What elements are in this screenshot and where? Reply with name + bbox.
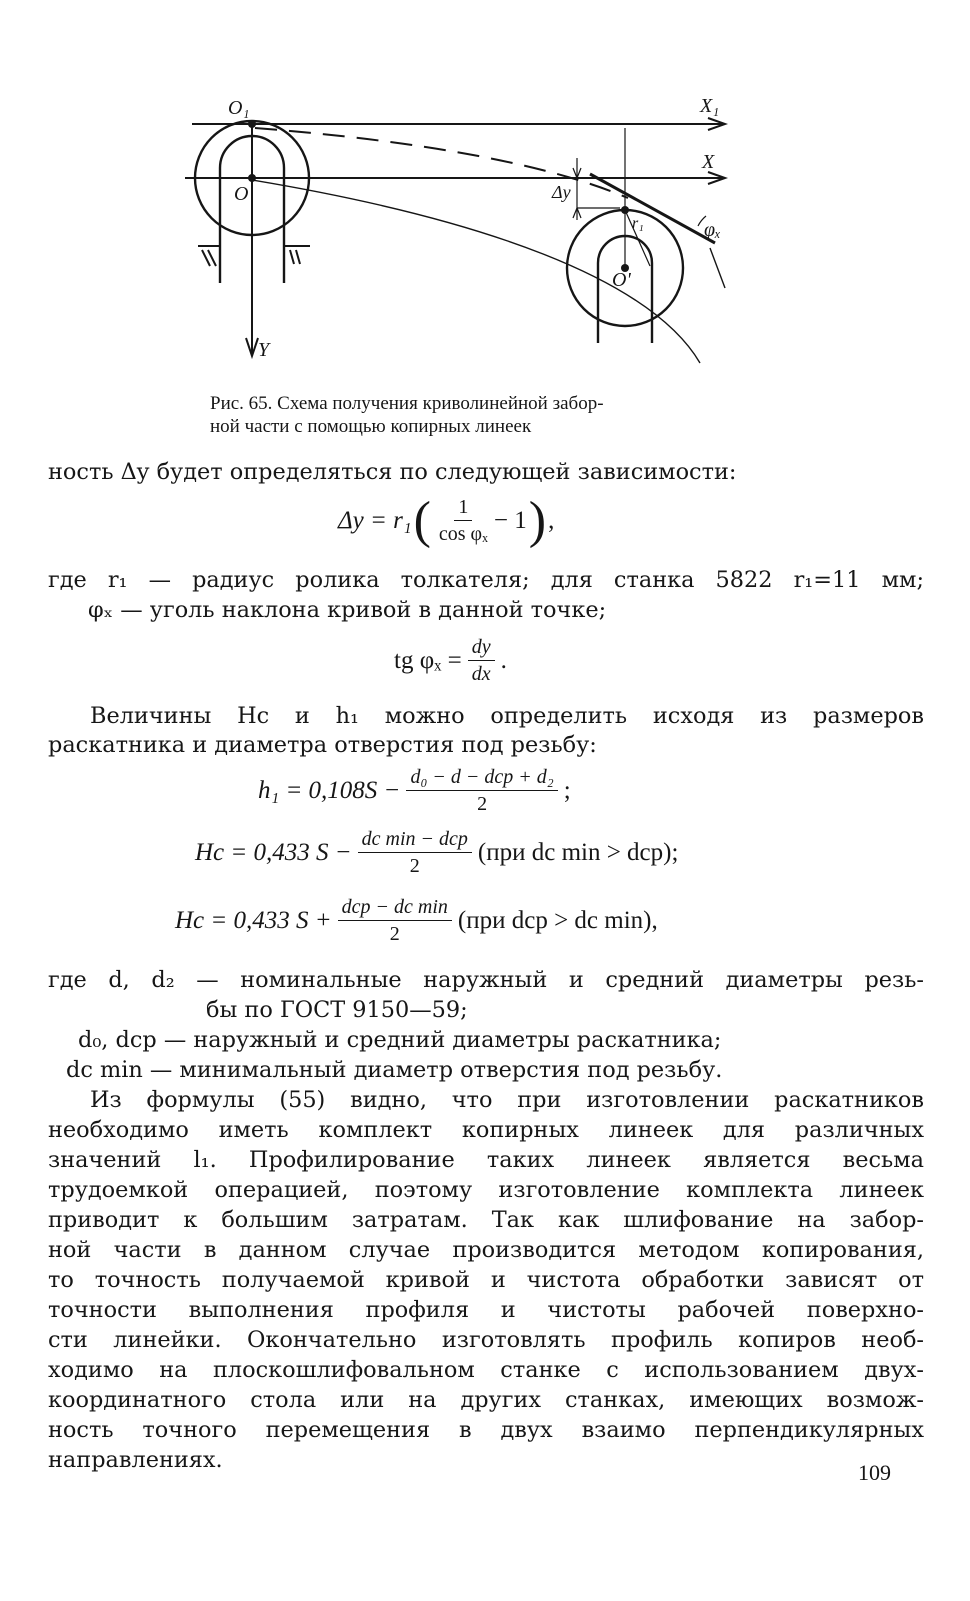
label-r1: r₁ [632,215,644,232]
figure-caption [210,392,770,438]
formula-den: cos φₓ [438,523,488,545]
body-line: dс min — минимальный диаметр отверстия под резьбу. [66,1057,723,1083]
body-line: трудоемкой операцией, поэтому изготовление комплекта линеек [48,1177,924,1203]
label-x: X [702,151,715,173]
formula-den: 2 [477,793,488,815]
label-o1: O₁ [228,97,250,119]
formula-end: ; [563,776,571,804]
formula-hc-1 [195,826,678,879]
formula-end: . [500,646,507,674]
formula-hc-2 [175,894,658,947]
caption-line: ной части с помощью копирных линеек [210,416,532,437]
body-line: приводит к большим затратам. Так как шлифование на забор- [48,1207,924,1233]
formula-tg-phi [394,634,507,687]
body-line: бы по ГОСТ 9150—59; [206,997,468,1023]
formula-end: , [548,506,555,534]
formula-num: dy [468,634,495,661]
label-delta-y: Δy [552,182,571,202]
body-line: Величины Hс и h₁ можно определить исходя из размеров [90,703,924,729]
body-line: Из формулы (55) видно, что при изготовлении раскатников [90,1087,924,1113]
body-line: то точность получаемой кривой и чистота обработки зависят от [48,1267,924,1293]
formula-lhs: Hс = 0,433 S − [195,838,352,866]
formula-den: dx [471,663,491,685]
body-line: φₓ — уголь наклона кривой в данной точке; [88,597,607,623]
formula-lhs: Δy = r₁ [338,506,412,534]
body-line: ность точного перемещения в двух взаимо перпендикулярных [48,1417,924,1443]
formula-end: (при dс min > dср); [477,838,679,866]
label-o-prime: O' [612,269,631,291]
body-line: координатного стола или на других станках, имеющих возмож- [48,1387,924,1413]
body-line: точности выполнения профиля и чистоты рабочей поверхно- [48,1297,924,1323]
formula-num: 1 [454,494,472,521]
body-line: где d, d₂ — номинальные наружный и средний диаметры резь- [48,967,924,993]
formula-den: 2 [409,855,420,877]
body-line: направлениях. [48,1447,223,1473]
body-line: сти линейки. Окончательно изготовлять профиль копиров необ- [48,1327,924,1353]
body-line: ходимо на плоскошлифовальном станке с использованием двух- [48,1357,924,1383]
profile-curve [252,180,700,363]
formula-lhs: tg φₓ = [394,646,462,674]
body-line: ность Δy будет определяться по следующей зависимости: [48,459,737,485]
body-line: раскатника и диаметра отверстия под резьбу: [48,732,597,758]
label-phi-x: φₓ [704,219,721,241]
dashed-copy-curve [255,128,628,198]
body-line: где r₁ — радиус ролика толкателя; для станка 5822 r₁=11 мм; [48,567,924,593]
body-line: ной части в данном случае производится методом копирования, [48,1237,924,1263]
formula-lhs: h₁ = 0,108S − [258,776,401,804]
body-line: d₀, dср — наружный и средний диаметры раскатника; [78,1027,722,1053]
formula-h1 [258,764,571,817]
formula-den: 2 [389,923,400,945]
formula-tail: − 1 [493,506,527,534]
formula-lhs: Hс = 0,433 S + [175,906,332,934]
figure-65-diagram [180,88,760,378]
formula-end: (при dср > dс min), [457,906,658,934]
label-o: O [234,183,249,205]
label-y: Y [258,339,270,361]
caption-line: Рис. 65. Схема получения криволинейной забор- [210,393,604,414]
body-line: необходимо иметь комплект копирных линеек для различных [48,1117,924,1143]
formula-num: dс min − dср [358,826,472,853]
formula-num: dср − dс min [338,894,452,921]
formula-delta-y: Δy = r₁ ( $\frac{1}{\text{cos φₓ}}$ − 1 ) , [338,491,555,549]
label-x1: X₁ [700,95,720,117]
page-number: 109 [858,1460,891,1485]
body-line: значений l₁. Профилирование таких линеек является весьма [48,1147,924,1173]
formula-num: d₀ − d − dср + d₂ [406,764,557,791]
